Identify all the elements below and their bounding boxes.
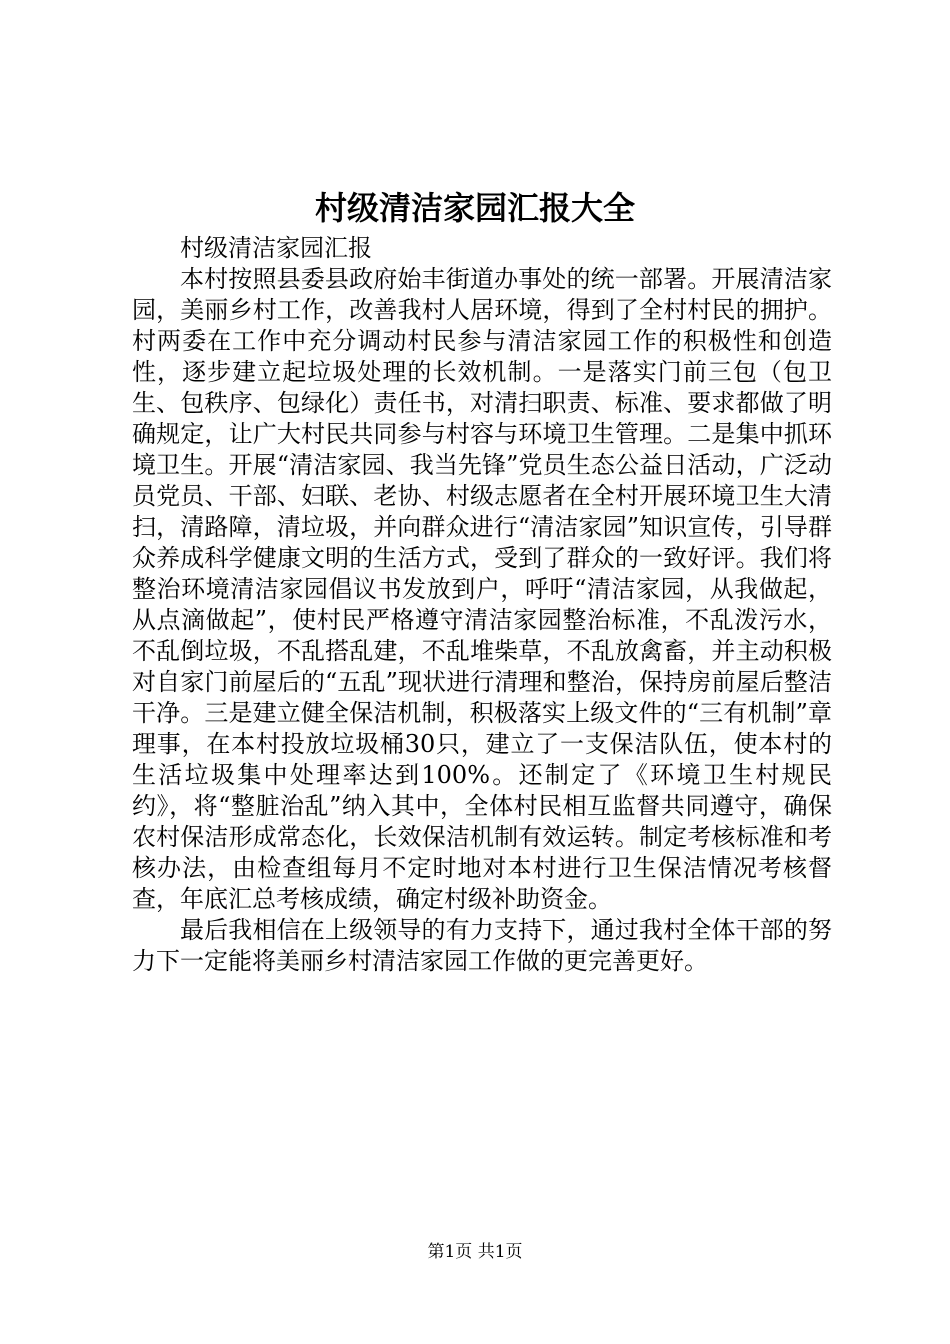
body-paragraph: 本村按照县委县政府始丰街道办事处的统一部署。开展清洁家园，美丽乡村工作，改善我村人居环境，得到了全村村民的拥护。村两委在工作中充分调动村民参与清洁家园工作的积极性和创造性，逐步建立起垃圾处理的长效机制。一是落实门前三包（包卫生、包秩序、包绿化）责任书，对清扫职责、标准、要求都做了明确规定，让广大村民共同参与村容与环境卫生管理。二是集中抓环境卫生。开展“清洁家园、我当先锋”党员生态公益日活动，广泛动员党员、干部、妇联、老协、村级志愿者在全村开展环境卫生大清扫，清路障，清垃圾，并向群众进行“清洁家园”知识宣传，引导群众养成科学健康文明的生活方式，受到了群众的一致好评。我们将整治环境清洁家园倡议书发放到户，呼吁“清洁家园，从我做起，从点滴做起”，使村民严格遵守清洁家园整治标准，不乱泼污水，不乱倒垃圾，不乱搭乱建，不乱堆柴草，不乱放禽畜，并主动积极对自家门前屋后的“五乱”现状进行清理和整治，保持房前屋后整洁干净。三是建立健全保洁机制，积极落实上级文件的“三有机制”章理事，在本村投放垃圾桶30只，建立了一支保洁队伍，使本村的生活垃圾集中处理率达到100%。还制定了《环境卫生村规民约》，将“整脏治乱”纳入其中，全体村民相互监督共同遵守，确保农村保洁形成常态化，长效保洁机制有效运转。制定考核标准和考核办法，由检查组每月不定时地对本村进行卫生保洁情况考核督查，年底汇总考核成绩，确定村级补助资金。: [132, 265, 832, 913]
body-paragraph: 最后我相信在上级领导的有力支持下，通过我村全体干部的努力下一定能将美丽乡村清洁家园工作做的更完善更好。: [132, 916, 832, 975]
document-body: [132, 233, 832, 977]
document-title: 村级清洁家园汇报大全: [314, 189, 635, 227]
subtitle-paragraph: 村级清洁家园汇报: [180, 234, 372, 262]
page-footer: 第1页 共1页: [427, 1242, 523, 1262]
